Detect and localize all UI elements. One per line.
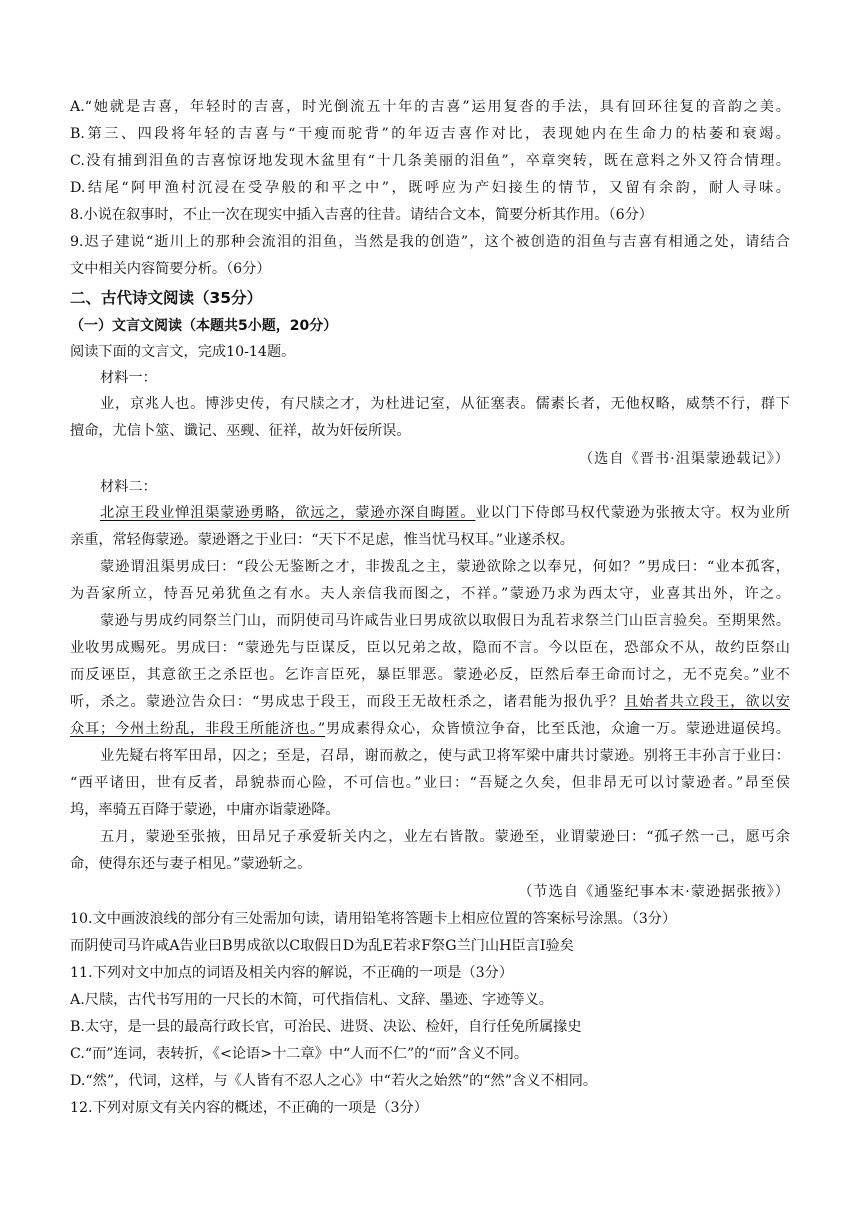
material-2-text <box>70 692 790 712</box>
material-2-text: 业先疑右将军田昂，囚之；至是，召昂，谢而赦之，使与武卫将军梁中庸共讨蒙逊。别将王丰孙言于业曰： <box>100 748 790 764</box>
question-9: 9.迟子建说“逝川上的那种会流泪的泪鱼，当然是我的创造”，这个被创造的泪鱼与吉喜有相通之处，请结合 <box>70 234 790 250</box>
material-2-text: 命，使得东还与妻子相见。”蒙逊斩之。 <box>70 856 312 872</box>
material-2-text: 五月，蒙逊至张掖，田昂兄子承爱斩关内之，业左右皆散。蒙逊至，业谓蒙逊曰：“孤孑然一己，愿丐余 <box>100 829 790 845</box>
option-11a: A.尺牍，古代书写用的一尺长的木简，可代指信札、文辞、墨迹、字迹等义。 <box>70 992 553 1008</box>
material-2-text: “西平诸田，世有反者，昂貌恭而心险，不可信也。”业曰：“吾疑之久矣，但非昂无可以讨蒙逊者。”昂至侯 <box>70 775 790 791</box>
material-2-label: 材料二： <box>100 479 157 495</box>
material-2-text: 坞，率骑五百降于蒙逊，中庸亦诣蒙逊降。 <box>70 802 340 818</box>
question-8: 8.小说在叙事时，不止一次在现实中插入吉喜的往昔。请结合文本，简要分析其作用。（6分） <box>70 207 653 223</box>
text-span: 听，杀之。蒙逊泣告众曰：“男成忠于段王，而段王无故枉杀之，诸君能为报仇乎？ <box>70 694 625 710</box>
option-7c: C.没有捕到泪鱼的吉喜惊讶地发现木盆里有“十几条美丽的泪鱼”，卒章突转，既在意料之外又符合情理。 <box>70 153 790 169</box>
source-citation: （选自《晋书·沮渠蒙逊载记》） <box>578 451 790 467</box>
material-2-text: 业收男成赐死。男成曰：“蒙逊先与臣谋反，臣以兄弟之故，隐而不言。今以臣在，恐部众不从，故约臣祭山 <box>70 640 790 656</box>
text-span: 业以门下侍郎马权代蒙逊为张掖太守。权为业所 <box>475 505 790 521</box>
option-11c: C.“而”连词，表转折，《<论语>十二章》中“人而不仁”的“而”含义不同。 <box>70 1046 529 1062</box>
material-2-text: 蒙逊与男成约同祭兰门山，而阴使司马许咸告业曰男成欲以取假日为乱若求祭兰门山臣言验矣。至期果然。 <box>100 613 790 629</box>
material-2-text: 而反诬臣，其意欲王之杀臣也。乞诈言臣死，暴臣罪恶。蒙逊必反，臣然后奉王命而讨之，无不克矣。”业不 <box>70 667 790 683</box>
subsection-heading: （一）文言文阅读（本题共5小题，20分） <box>70 318 338 334</box>
material-2-text: 亲重，常轻侮蒙逊。蒙逊谮之于业曰：“天下不足虑，惟当忧马权耳。”业遂杀权。 <box>70 532 574 548</box>
material-1-label: 材料一： <box>100 370 157 386</box>
source-citation: （节选自《通鉴纪事本末·蒙逊据张掖》） <box>518 884 790 900</box>
material-2-text <box>70 719 790 739</box>
question-10-options: 而阴使司马许咸A告业曰B男成欲以C取假日D为乱E若求F祭G兰门山H臣言I验矣 <box>70 938 574 954</box>
material-2-text <box>100 503 790 523</box>
material-2-text: 蒙逊谓沮渠男成曰：“段公无鉴断之才，非拨乱之主，蒙逊欲除之以奉兄，何如？”男成曰：“业本孤客， <box>100 559 790 575</box>
section-heading: 二、古代诗文阅读（35分） <box>70 289 263 307</box>
option-7b: B.第三、四段将年轻的吉喜与“干瘦而驼背”的年迈吉喜作对比，表现她内在生命力的枯萎和衰竭。 <box>70 126 790 142</box>
question-12: 12.下列对原文有关内容的概述，不正确的一项是（3分） <box>70 1100 428 1116</box>
material-1-text: 业，京兆人也。博涉史传，有尺牍之才，为杜进记室，从征塞表。儒素长者，无他权略，威禁不行，群下 <box>100 396 790 412</box>
underlined-sentence: 北凉王段业惮沮渠蒙逊勇略，欲远之，蒙逊亦深自晦匿。 <box>100 505 476 521</box>
question-11: 11.下列对文中加点的词语及相关内容的解说，不正确的一项是（3分） <box>70 965 514 981</box>
text-span: 男成素得众心，众皆愤泣争奋，比至氐池，众逾一万。蒙逊进逼侯坞。 <box>325 721 790 737</box>
material-2-text: 为吾家所立，恃吾兄弟犹鱼之有水。夫人亲信我而图之，不祥。”蒙逊乃求为西太守，业喜其出外，许之。 <box>70 586 790 602</box>
option-7a: A.“她就是吉喜，年轻时的吉喜，时光倒流五十年的吉喜”运用复沓的手法，具有回环往复的音韵之美。 <box>70 99 790 115</box>
option-7d: D.结尾“阿甲渔村沉浸在受孕般的和平之中”，既呼应为产妇接生的情节，又留有余韵，耐人寻味。 <box>70 180 790 196</box>
material-1-text: 擅命，尤信卜筮、谶记、巫觋、征祥，故为奸佞所误。 <box>70 423 411 439</box>
option-11b: B.太守，是一县的最高行政长官，可治民、进贤、决讼、检奸，自行任免所属掾史 <box>70 1019 582 1035</box>
question-10: 10.文中画波浪线的部分有三处需加句读，请用铅笔将答题卡上相应位置的答案标号涂黑。（3分） <box>70 911 677 927</box>
underlined-sentence: 众耳；今州土纷乱，非段王所能济也。” <box>70 721 326 737</box>
underlined-sentence: 且始者共立段王，欲以安 <box>624 694 790 710</box>
option-11d: D.“然”，代词，这样，与《人皆有不忍人之心》中“若火之始然”的“然”含义不相同。 <box>70 1073 598 1089</box>
reading-instruction: 阅读下面的文言文，完成10-14题。 <box>70 344 296 360</box>
question-9-continued: 文中相关内容简要分析。（6分） <box>70 261 271 277</box>
